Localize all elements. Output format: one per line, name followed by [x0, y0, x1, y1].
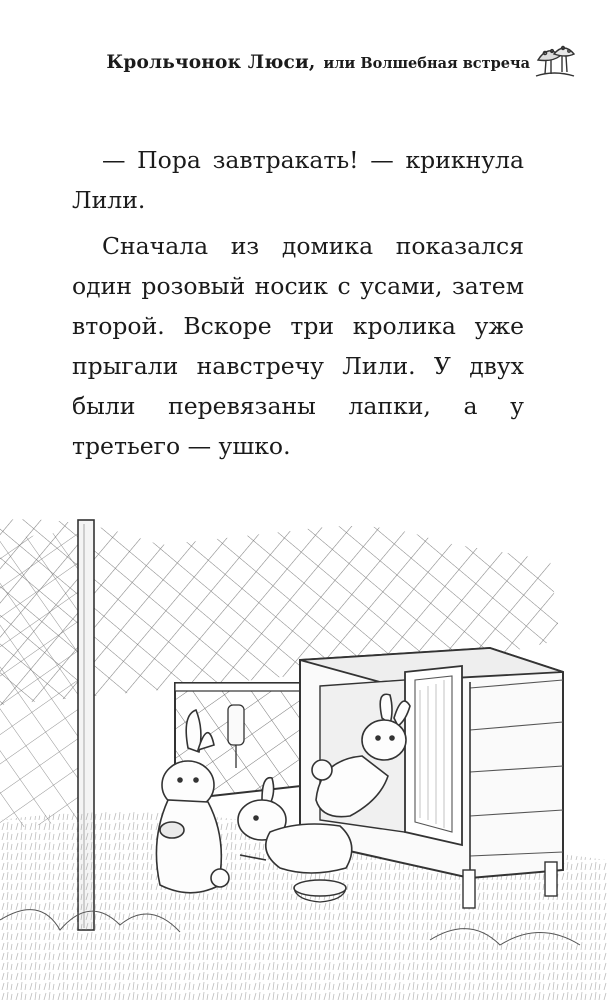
paragraph: Сначала из домика показался один розовый носик с усами, затем второй. Вскоре три кролика уже прыгали навстречу Лили. У двух были перевязаны лапки, а у третьего — ушко. — [72, 232, 524, 460]
food-bowl — [294, 880, 346, 896]
left-fence-mesh — [0, 530, 78, 830]
illustration-drawing — [0, 500, 607, 1000]
paragraph: — Пора завтракать! — крикнула Лили. — [72, 146, 524, 214]
hutch-door — [405, 666, 462, 845]
book-title: Крольчонок Люси, — [106, 52, 316, 73]
book-subtitle: или Волшебная встреча — [323, 55, 530, 72]
body-text — [72, 140, 524, 466]
water-bottle — [228, 705, 244, 745]
running-header — [60, 52, 530, 73]
mushroom-icon — [532, 40, 576, 80]
rabbit-hutch-illustration — [0, 500, 607, 1000]
